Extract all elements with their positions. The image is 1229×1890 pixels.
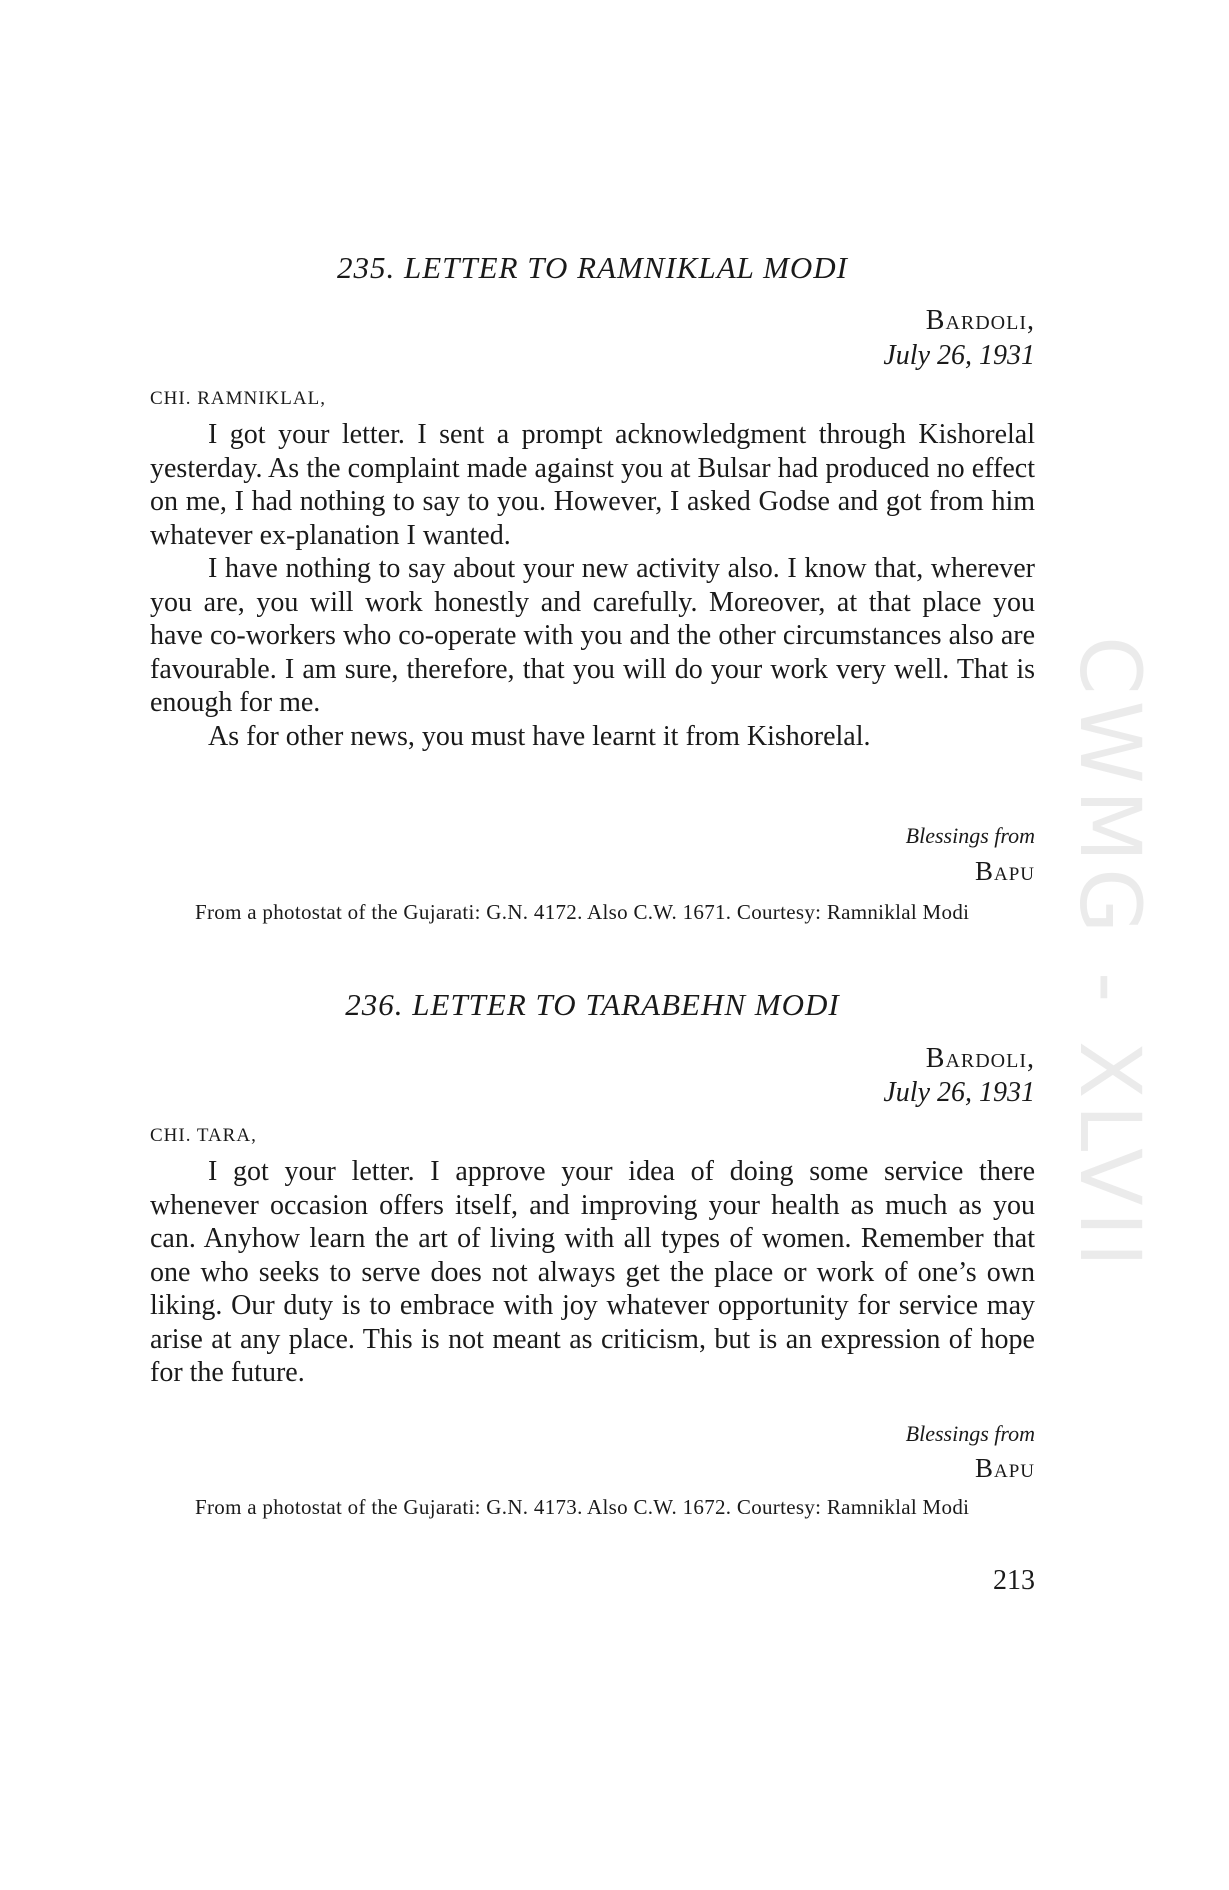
letter-place: Bardoli,	[925, 305, 1035, 336]
paragraph: As for other news, you must have learnt it from Kishorelal.	[208, 720, 871, 752]
paragraph: I got your letter. I sent a prompt acknowledgment through Kishorelal yesterday. As the complaint made against you at Bulsar had produced no effect on me, I had nothing to say to you. However, I asked Godse and got from him whatever ex-planation I wanted.	[150, 419, 1035, 551]
signature: Bapu	[974, 856, 1035, 886]
letter-place: Bardoli,	[925, 1043, 1035, 1074]
paragraph: I have nothing to say about your new activity also. I know that, wherever you are, you will work honestly and carefully. Moreover, at that place you have co-workers who co-operate with you and the other circumstances also are favourable. I am sure, therefore, that you will do your work very well. That is enough for me.	[150, 553, 1035, 718]
letter-heading: 236. LETTER TO TARABEHN MODI	[345, 987, 840, 1022]
page-number: 213	[993, 1565, 1035, 1596]
letter-heading: 235. LETTER TO RAMNIKLAL MODI	[337, 250, 848, 285]
salutation: CHI. RAMNIKLAL,	[150, 388, 326, 409]
letter-date: July 26, 1931	[883, 1077, 1035, 1108]
watermark-text: CWMG - XLVII	[1061, 636, 1159, 1274]
closing: Blessings from	[905, 1421, 1035, 1446]
source-note: From a photostat of the Gujarati: G.N. 4173. Also C.W. 1672. Courtesy: Ramniklal Modi	[195, 1495, 970, 1519]
letter-date: July 26, 1931	[883, 340, 1035, 371]
closing: Blessings from	[905, 823, 1035, 848]
source-note: From a photostat of the Gujarati: G.N. 4172. Also C.W. 1671. Courtesy: Ramniklal Modi	[195, 900, 970, 924]
signature: Bapu	[974, 1453, 1035, 1483]
paragraph: I got your letter. I approve your idea of doing some service there whenever occasion offers itself, and improving your health as much as you can. Anyhow learn the art of living with all types of women. Remember that one who seeks to serve does not always get the place or work of one’s own liking. Our duty is to embrace with joy whatever opportunity for service may arise at any place. This is not meant as criticism, but is an expression of hope for the future.	[150, 1156, 1035, 1388]
letter-body	[150, 418, 1035, 753]
letter-body	[150, 1155, 1035, 1390]
salutation: CHI. TARA,	[150, 1125, 257, 1146]
watermark	[1061, 430, 1159, 1480]
